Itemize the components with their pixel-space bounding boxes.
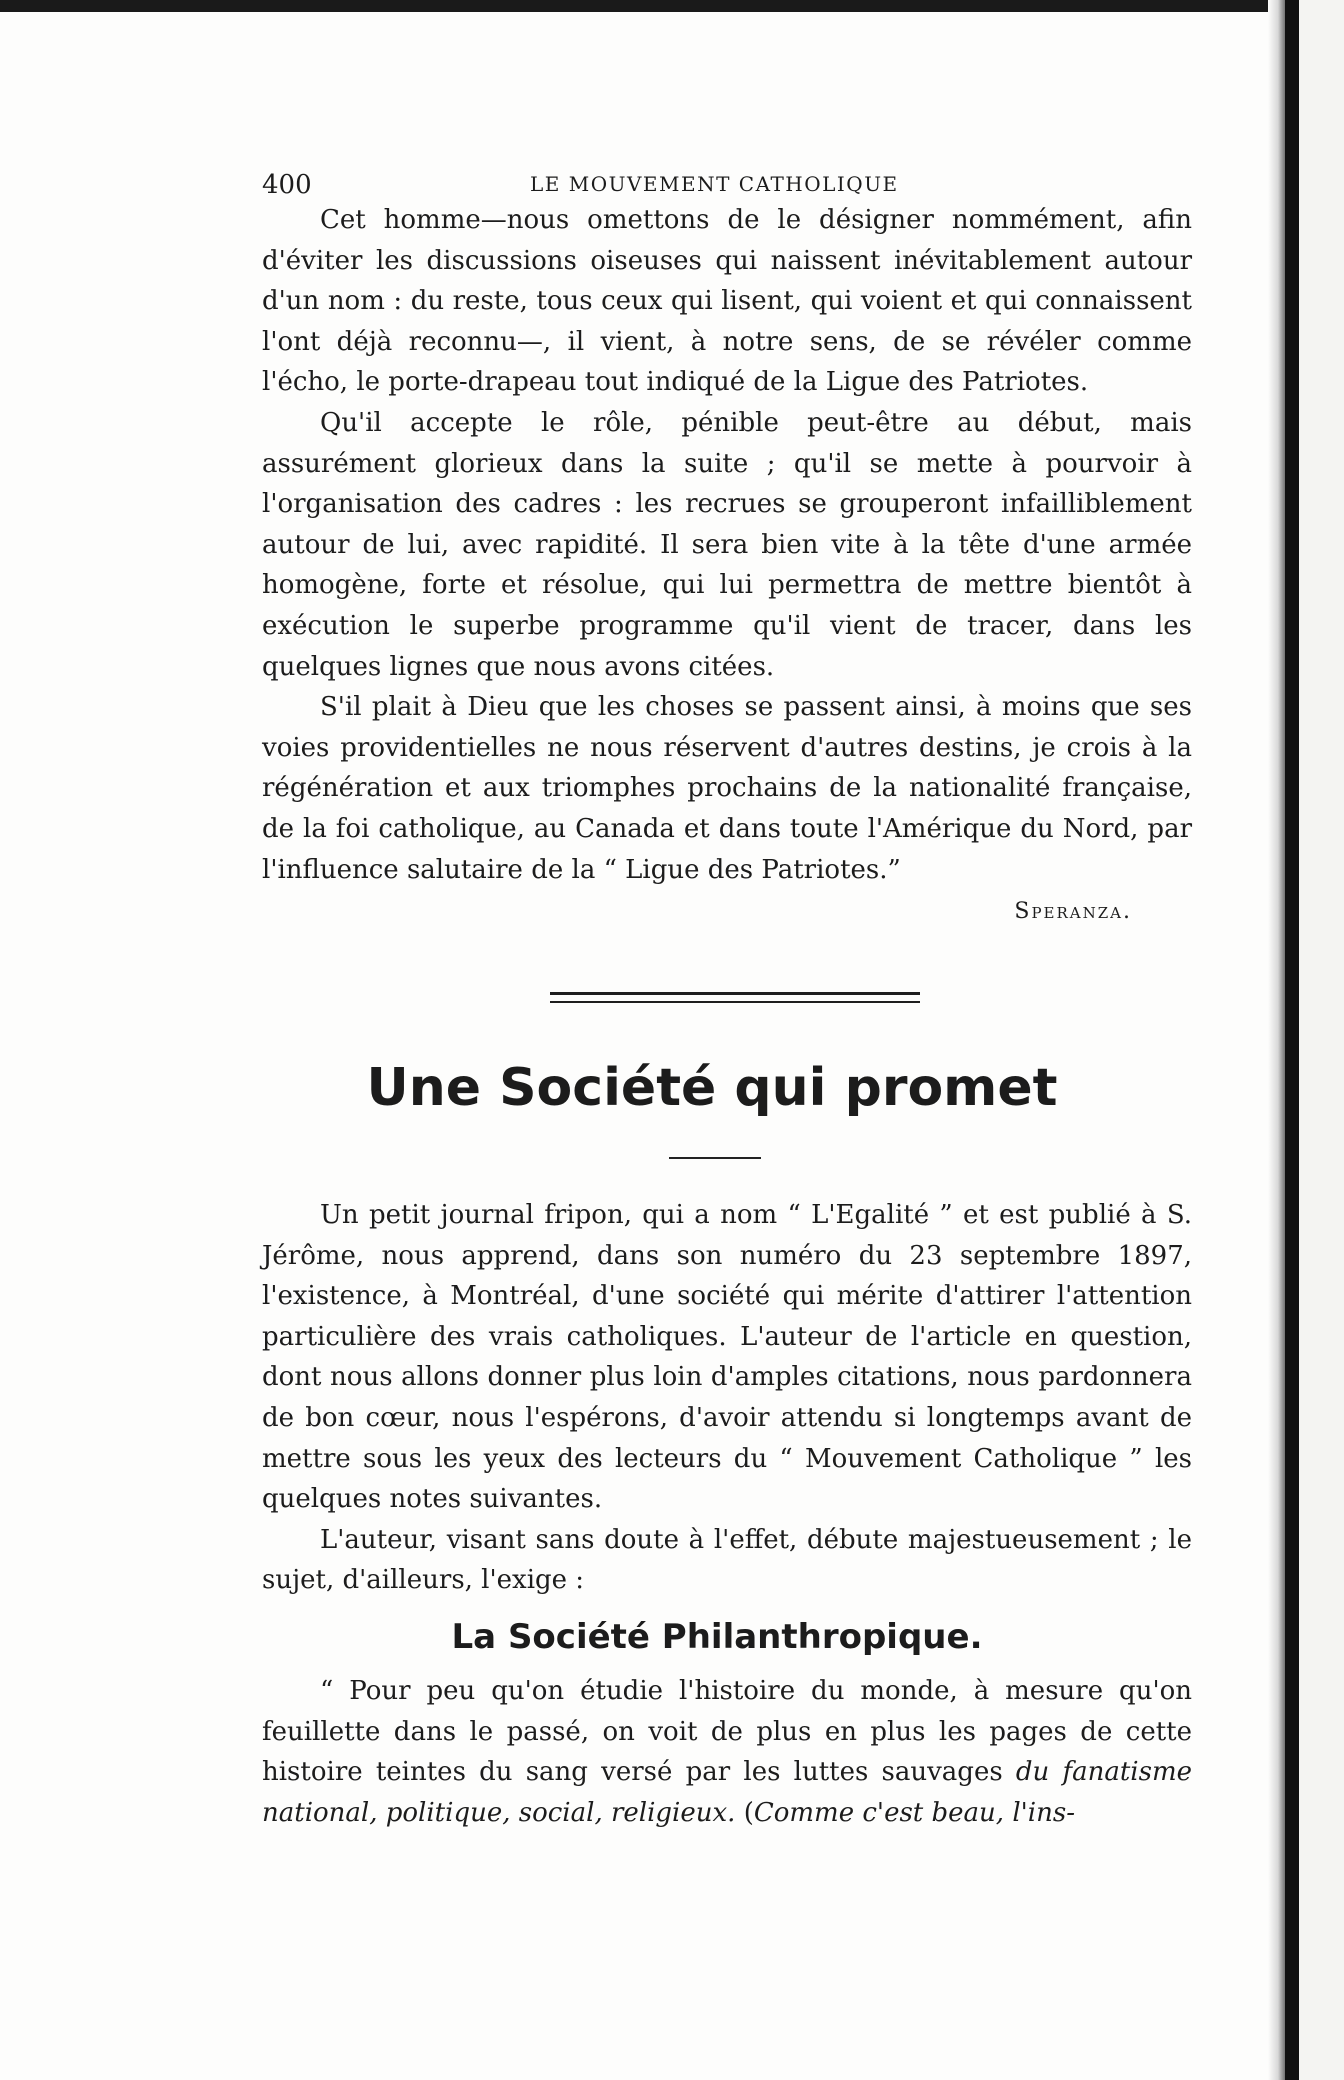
page-content: [262, 160, 1192, 1833]
quoted-text: [262, 1671, 1192, 1833]
author-signature: Speranza.: [1014, 899, 1132, 925]
quote-lead: “ Pour peu qu'on étudie l'histoire du monde, à mesure qu'on feuillette dans le passé, on voit de plus en plus les pages de cette histoire teintes du sang versé par les luttes sauvages: [262, 1676, 1192, 1788]
scan-top-edge: [0, 0, 1285, 12]
section-divider: [550, 992, 920, 1003]
paragraph: L'auteur, visant sans doute à l'effet, débute majestueusement ; le sujet, d'ailleurs, l'exige :: [262, 1524, 1192, 1596]
quote-italic: du fanatisme national, politique, social, religieux.: [262, 1757, 1193, 1828]
article-body: [262, 1195, 1192, 1601]
paragraph: Un petit journal fripon, qui a nom “ L'Egalité ” et est publié à S. Jérôme, nous apprend, dans son numéro du 23 septembre 1897, l'existence, à Montréal, d'une société qui mérite d'attirer l'attention particulière des vrais catholiques. L'auteur de l'article en question, dont nous allons donner plus loin d'amples citations, nous pardonnera de bon cœur, nous l'espérons, d'avoir attendu si longtemps avant de mettre sous les yeux des lecteurs du “ Mouvement Catholique ” les quelques notes suivantes.: [262, 1200, 1192, 1515]
running-header-title: LE MOUVEMENT CATHOLIQUE: [530, 172, 899, 196]
quote-paragraph: [262, 1671, 1192, 1833]
title-rule: [669, 1157, 761, 1159]
paragraph: Cet homme—nous omettons de le désigner nommément, afin d'éviter les discussions oiseuses qui naissent inévitablement autour d'un nom : du reste, tous ceux qui lisent, qui voient et qui connaissent l'ont déjà reconnu—, il vient, à notre sens, de se révéler comme l'écho, le porte-drapeau tout indiqué de la Ligue des Patriotes.: [262, 205, 1192, 398]
paragraph: Qu'il accepte le rôle, pénible peut-être au début, mais assurément glorieux dans la suite ; qu'il se mette à pourvoir à l'organisation des cadres : les recrues se grouperont infailliblement autour de lui, avec rapidité. Il sera bien vite à la tête d'une armée homogène, forte et résolue, qui lui permettra de mettre bientôt à exécution le superbe programme qu'il vient de tracer, dans les quelques lignes que nous avons citées.: [262, 407, 1192, 682]
binding-gutter: [1285, 0, 1299, 2080]
article-title: Une Société qui promet: [366, 1058, 1058, 1119]
section-intro-text: [262, 200, 1192, 890]
quote-italic-aside: Comme c'est beau, l'ins-: [753, 1797, 1075, 1828]
quote-gap: (: [735, 1797, 754, 1828]
paragraph: S'il plait à Dieu que les choses se passent ainsi, à moins que ses voies providentielles ne nous réservent d'autres destins, je crois à la régénération et aux triomphes prochains de la nationalité française, de la foi catholique, au Canada et dans toute l'Amérique du Nord, par l'influence salutaire de la “ Ligue des Patriotes.”: [262, 692, 1192, 885]
facing-page-edge: [1299, 0, 1344, 2080]
page-number: 400: [262, 170, 312, 200]
quoted-heading: La Société Philanthropique.: [451, 1617, 983, 1658]
running-header: [262, 160, 1192, 200]
